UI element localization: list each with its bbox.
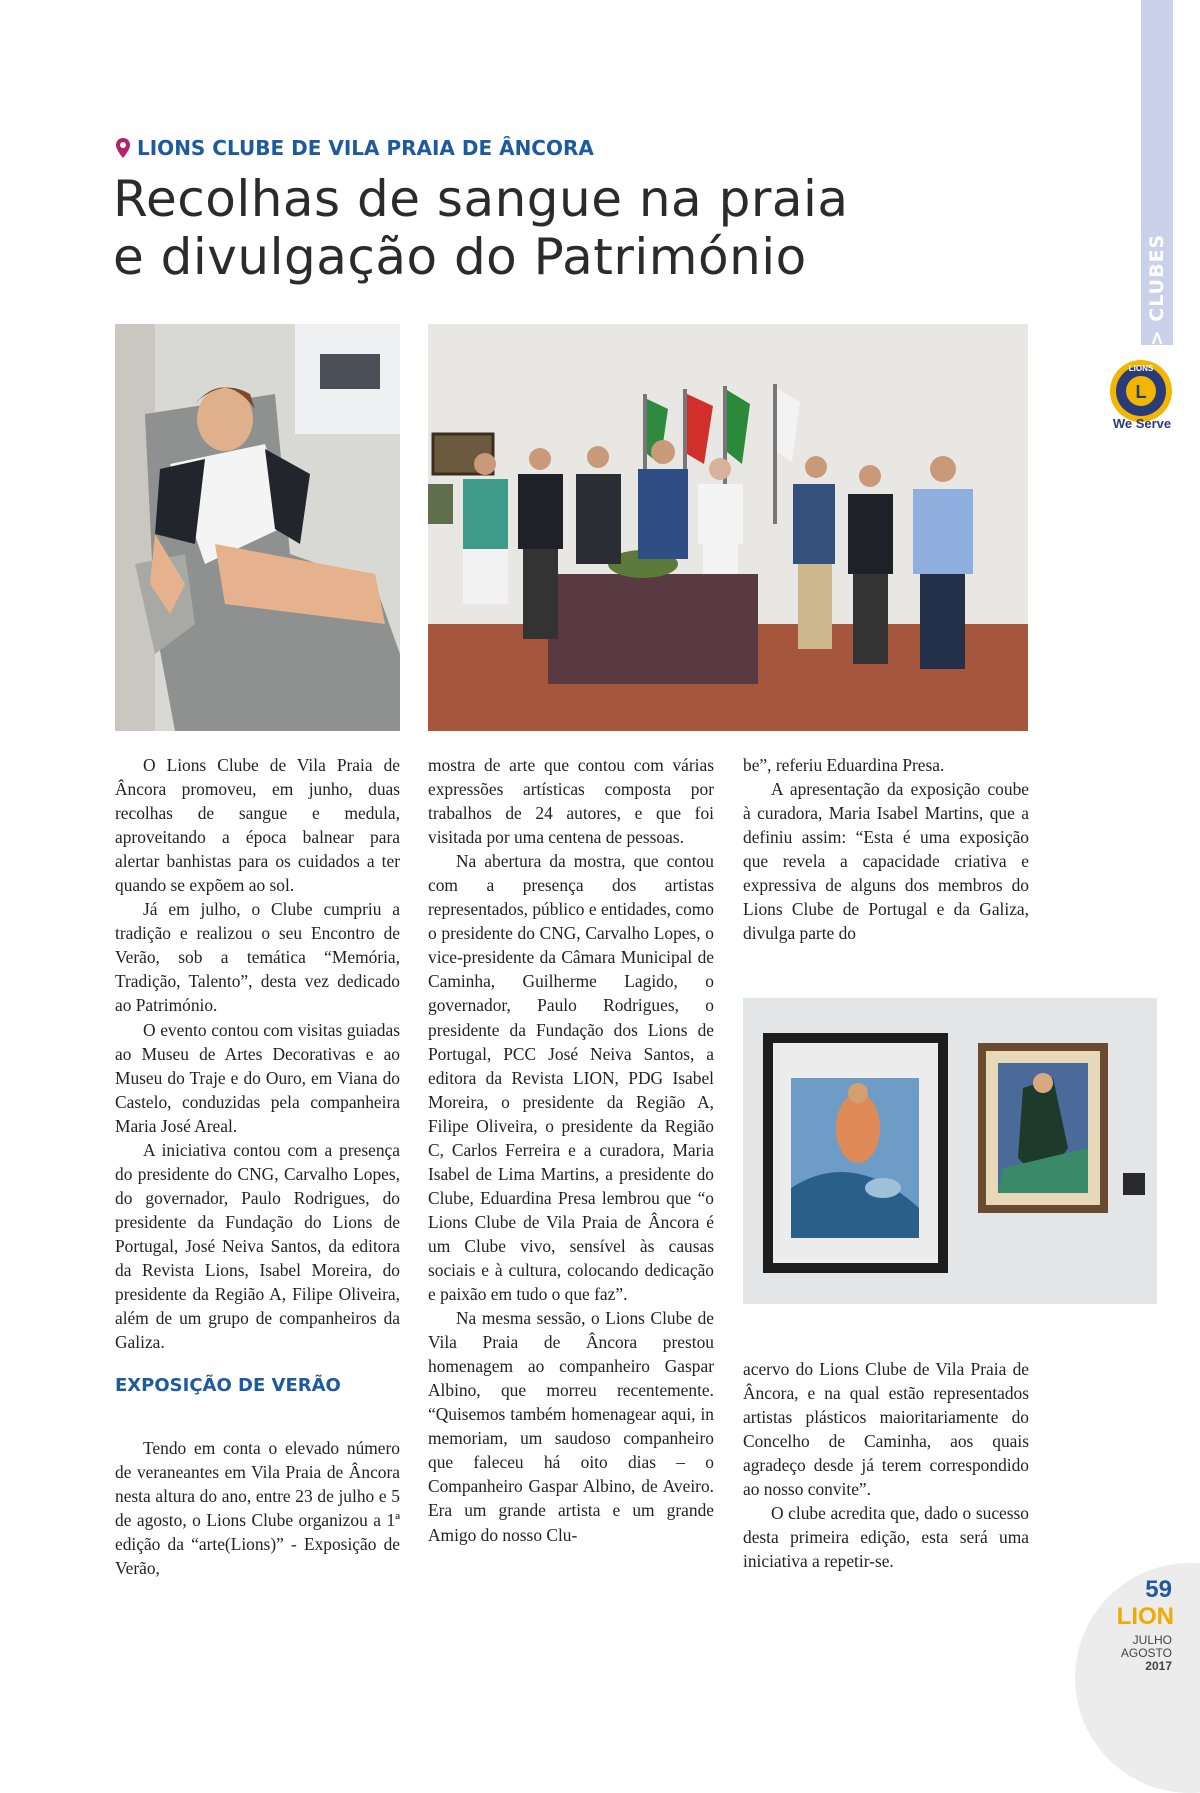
- article-title: [113, 170, 849, 286]
- section-heading: EXPOSIÇÃO DE VERÃO: [115, 1375, 341, 1397]
- paragraph: O evento contou com visitas guiadas ao Museu de Artes Decorativas e ao Museu do Traje e do Ouro, em Viana do Castelo, conduzidas pela companheira Maria José Areal.: [115, 1019, 400, 1136]
- title-line-2: e divulgação do Património: [113, 228, 807, 286]
- emblem-letter: L: [1135, 382, 1147, 402]
- opening-ceremony-photo: [428, 324, 1028, 731]
- lions-emblem-icon: [1108, 358, 1174, 424]
- logo-tagline: We Serve: [1112, 416, 1172, 431]
- blood-donation-photo: [115, 324, 400, 731]
- text-column-2: [428, 753, 714, 1547]
- issue-date: [1121, 1634, 1172, 1673]
- page-number: 59: [1145, 1576, 1172, 1603]
- location-pin-icon: [115, 137, 131, 159]
- club-name: LIONS CLUBE DE VILA PRAIA DE ÂNCORA: [137, 136, 594, 160]
- paragraph: O clube acredita que, dado o sucesso desta primeira edição, esta será uma iniciativa a repetir-se.: [743, 1503, 1029, 1572]
- page-corner-badge: [1075, 1563, 1200, 1793]
- paragraph: A apresentação da exposição coube à curadora, Maria Isabel Martins, que a definiu assim: “Esta é uma exposição que revela a capacidade criativa e expressiva de alguns dos membros do Lions Clube de Portugal e da Galiza, divulga parte do: [743, 779, 1029, 944]
- issue-month: JULHO: [1132, 1633, 1172, 1647]
- section-tab-label: > CLUBES: [1146, 233, 1169, 347]
- paragraph: Na mesma sessão, o Lions Clube de Vila Praia de Âncora prestou homenagem ao companheiro Gaspar Albino, que morreu recentemente. “Quisemos também homenagear aqui, in memoriam, um saudoso companheiro que faleceu há oito dias – o Companheiro Gaspar Albino, de Aveiro. Era um grande artista e um grande Amigo do nosso Clu-: [428, 1308, 714, 1545]
- emblem-text: LIONS: [1128, 364, 1154, 373]
- text-column-1: [115, 753, 400, 1581]
- issue-month-2: AGOSTO: [1120, 1646, 1172, 1660]
- text-column-3-top: [743, 753, 1029, 945]
- paragraph: mostra de arte que contou com várias expressões artísticas composta por trabalhos de 24 autores, e que foi visitada por uma centena de pessoas.: [428, 755, 714, 848]
- paragraph: O Lions Clube de Vila Praia de Âncora promoveu, em junho, duas recolhas de sangue e medula, aproveitando a época balnear para alertar banhistas para os cuidados a ter quando se expõem ao sol.: [115, 755, 400, 896]
- title-line-1: Recolhas de sangue na praia: [113, 170, 849, 228]
- paragraph: Na abertura da mostra, que contou com a presença dos artistas representados, público e entidades, como o presidente do CNG, Carvalho Lopes, o vice-presidente da Câmara Municipal de Caminha, Guilherme Lagido, o governador, Paulo Rodrigues, o presidente da Fundação dos Lions de Portugal, PCC José Neiva Santos, a editora da Revista LION, PDG Isabel Moreira, o presidente da Região A, Filipe Oliveira, o presidente da Região C, Carlos Ferreira e a curadora, Maria Isabel de Lima Martins, a presidente do Clube, Eduardina Presa lembrou que “o Lions Clube de Vila Praia de Âncora é um Clube vivo, sensível às causas sociais e à cultura, colocando dedicação e paixão em tudo o que faz”.: [428, 851, 714, 1305]
- paragraph: be”, referiu Eduardina Presa.: [743, 755, 945, 775]
- paragraph: Tendo em conta o elevado número de veraneantes em Vila Praia de Âncora nesta altura do ano, entre 23 de julho e 5 de agosto, o Lions Clube organizou a 1ª edição da “arte(Lions)” - Exposição de Verão,: [115, 1438, 400, 1579]
- paintings-exhibition-photo: [743, 998, 1157, 1304]
- paragraph: Já em julho, o Clube cumpriu a tradição e realizou o seu Encontro de Verão, sob a temática “Memória, Tradição, Talento”, desta vez dedicado ao Património.: [115, 899, 400, 1016]
- club-heading: [115, 136, 594, 160]
- text-column-3-bottom: [743, 1357, 1029, 1573]
- magazine-name: LION: [1116, 1603, 1174, 1630]
- paragraph: A iniciativa contou com a presença do presidente do CNG, Carvalho Lopes, do governador, Paulo Rodrigues, do presidente da Fundação do Lions de Portugal, José Neiva Santos, da editora da Revista Lions, Isabel Moreira, do presidente da Região A, Filipe Oliveira, além de um grupo de companheiros da Galiza.: [115, 1139, 400, 1353]
- issue-year: 2017: [1145, 1659, 1172, 1673]
- paragraph: acervo do Lions Clube de Vila Praia de Âncora, e na qual estão representados artistas plásticos maioritariamente do Concelho de Caminha, aos quais agradeço desde já terem correspondido ao nosso convite”.: [743, 1359, 1029, 1500]
